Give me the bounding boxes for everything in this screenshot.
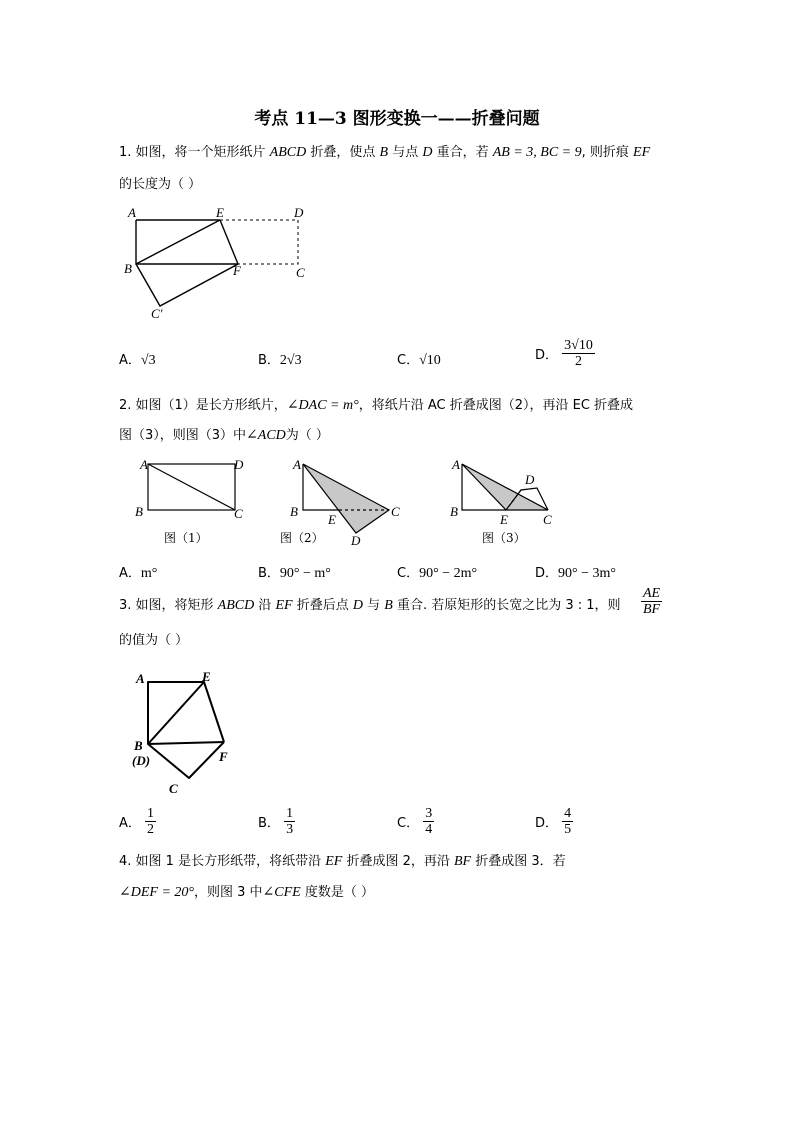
fig2-label-B: B xyxy=(290,504,298,519)
fig-label-A: A xyxy=(136,671,145,686)
question-3-line-2: 的值为（ ） xyxy=(119,633,189,648)
fig3-label-D: D xyxy=(525,472,535,487)
question-4-line-1: 4. 如图 1 是长方形纸带，将纸带沿 EF 折叠成图 2，再沿 BF 折叠成图 3．若 xyxy=(119,854,566,869)
fig-label-B: B xyxy=(134,738,143,753)
label-F: F xyxy=(233,263,241,278)
page-title: 考点 11—3 图形变换一——折叠问题 xyxy=(254,109,540,129)
fig1-label-D: D xyxy=(234,457,244,472)
question-4-line-2: ∠DEF = 20°，则图 3 中∠CFE 度数是（ ） xyxy=(119,885,374,900)
q1-option-c: C．√10 xyxy=(397,353,441,368)
label-E: E xyxy=(216,205,224,220)
label-C: C xyxy=(296,265,305,280)
fig1-label-C: C xyxy=(234,506,243,521)
fig2-label-A: A xyxy=(293,457,301,472)
fig3-label-C: C xyxy=(543,512,552,527)
question-1-line-2: 的长度为（ ） xyxy=(119,177,202,192)
fig-label-D: (D) xyxy=(132,753,151,768)
q2-option-a: A．m° xyxy=(119,566,158,581)
fig-label-F: F xyxy=(219,749,228,764)
q2-option-b: B．90° − m° xyxy=(258,566,331,581)
fig3-label-E: E xyxy=(500,512,508,527)
q3-option-c: C． $\frac{3}{4}$ xyxy=(397,806,433,837)
q1-option-d: D． $\frac{3√10}{2}$ xyxy=(535,338,593,369)
q2-option-c: C．90° − 2m° xyxy=(397,566,478,581)
question-1-figure xyxy=(118,204,318,322)
label-C-prime: C′ xyxy=(151,306,163,321)
fig1-label-A: A xyxy=(140,457,148,472)
q3-option-a: A． $\frac{1}{2}$ xyxy=(119,806,155,837)
question-2-figures xyxy=(130,452,570,552)
fig-label-E: E xyxy=(202,669,211,684)
label-B: B xyxy=(124,261,132,276)
fig2-label-E: E xyxy=(328,512,336,527)
q3-option-d: D． $\frac{4}{5}$ xyxy=(535,806,572,837)
q2-option-d: D．90° − 3m° xyxy=(535,566,616,581)
fig3-label-B: B xyxy=(450,504,458,519)
fig3-caption: 图（3） xyxy=(482,531,526,545)
q1-option-a: A．√3 xyxy=(119,353,156,368)
fig-label-C: C xyxy=(169,781,178,796)
fig3-label-A: A xyxy=(452,457,460,472)
label-A: A xyxy=(128,205,136,220)
fig2-label-D: D xyxy=(351,533,361,548)
fig1-label-B: B xyxy=(135,504,143,519)
q1-option-b: B．2√3 xyxy=(258,353,302,368)
fig2-label-C: C xyxy=(391,504,400,519)
fig1-caption: 图（1） xyxy=(164,531,208,545)
q3-ratio-fraction: $\frac{AE}{BF}$ xyxy=(643,586,661,617)
label-D: D xyxy=(294,205,304,220)
question-1-line-1: 1. 如图，将一个矩形纸片 ABCD 折叠，使点 B 与点 D 重合，若 AB = 3, BC = 9, 则折痕 EF xyxy=(119,145,651,160)
fig2-caption: 图（2） xyxy=(280,531,324,545)
question-2-line-2: 图（3），则图（3）中∠ACD为（ ） xyxy=(119,428,329,443)
q3-option-b: B． $\frac{1}{3}$ xyxy=(258,806,294,837)
question-2-line-1: 2. 如图（1）是长方形纸片，∠DAC = m°，将纸片沿 AC 折叠成图（2），再沿 EC 折叠成 xyxy=(119,398,634,413)
question-3-line-1: 3. 如图，将矩形 ABCD 沿 EF 折叠后点 D 与 B 重合. 若原矩形的长宽之比为 3 : 1，则 xyxy=(119,598,621,613)
question-3-figure xyxy=(126,666,246,796)
